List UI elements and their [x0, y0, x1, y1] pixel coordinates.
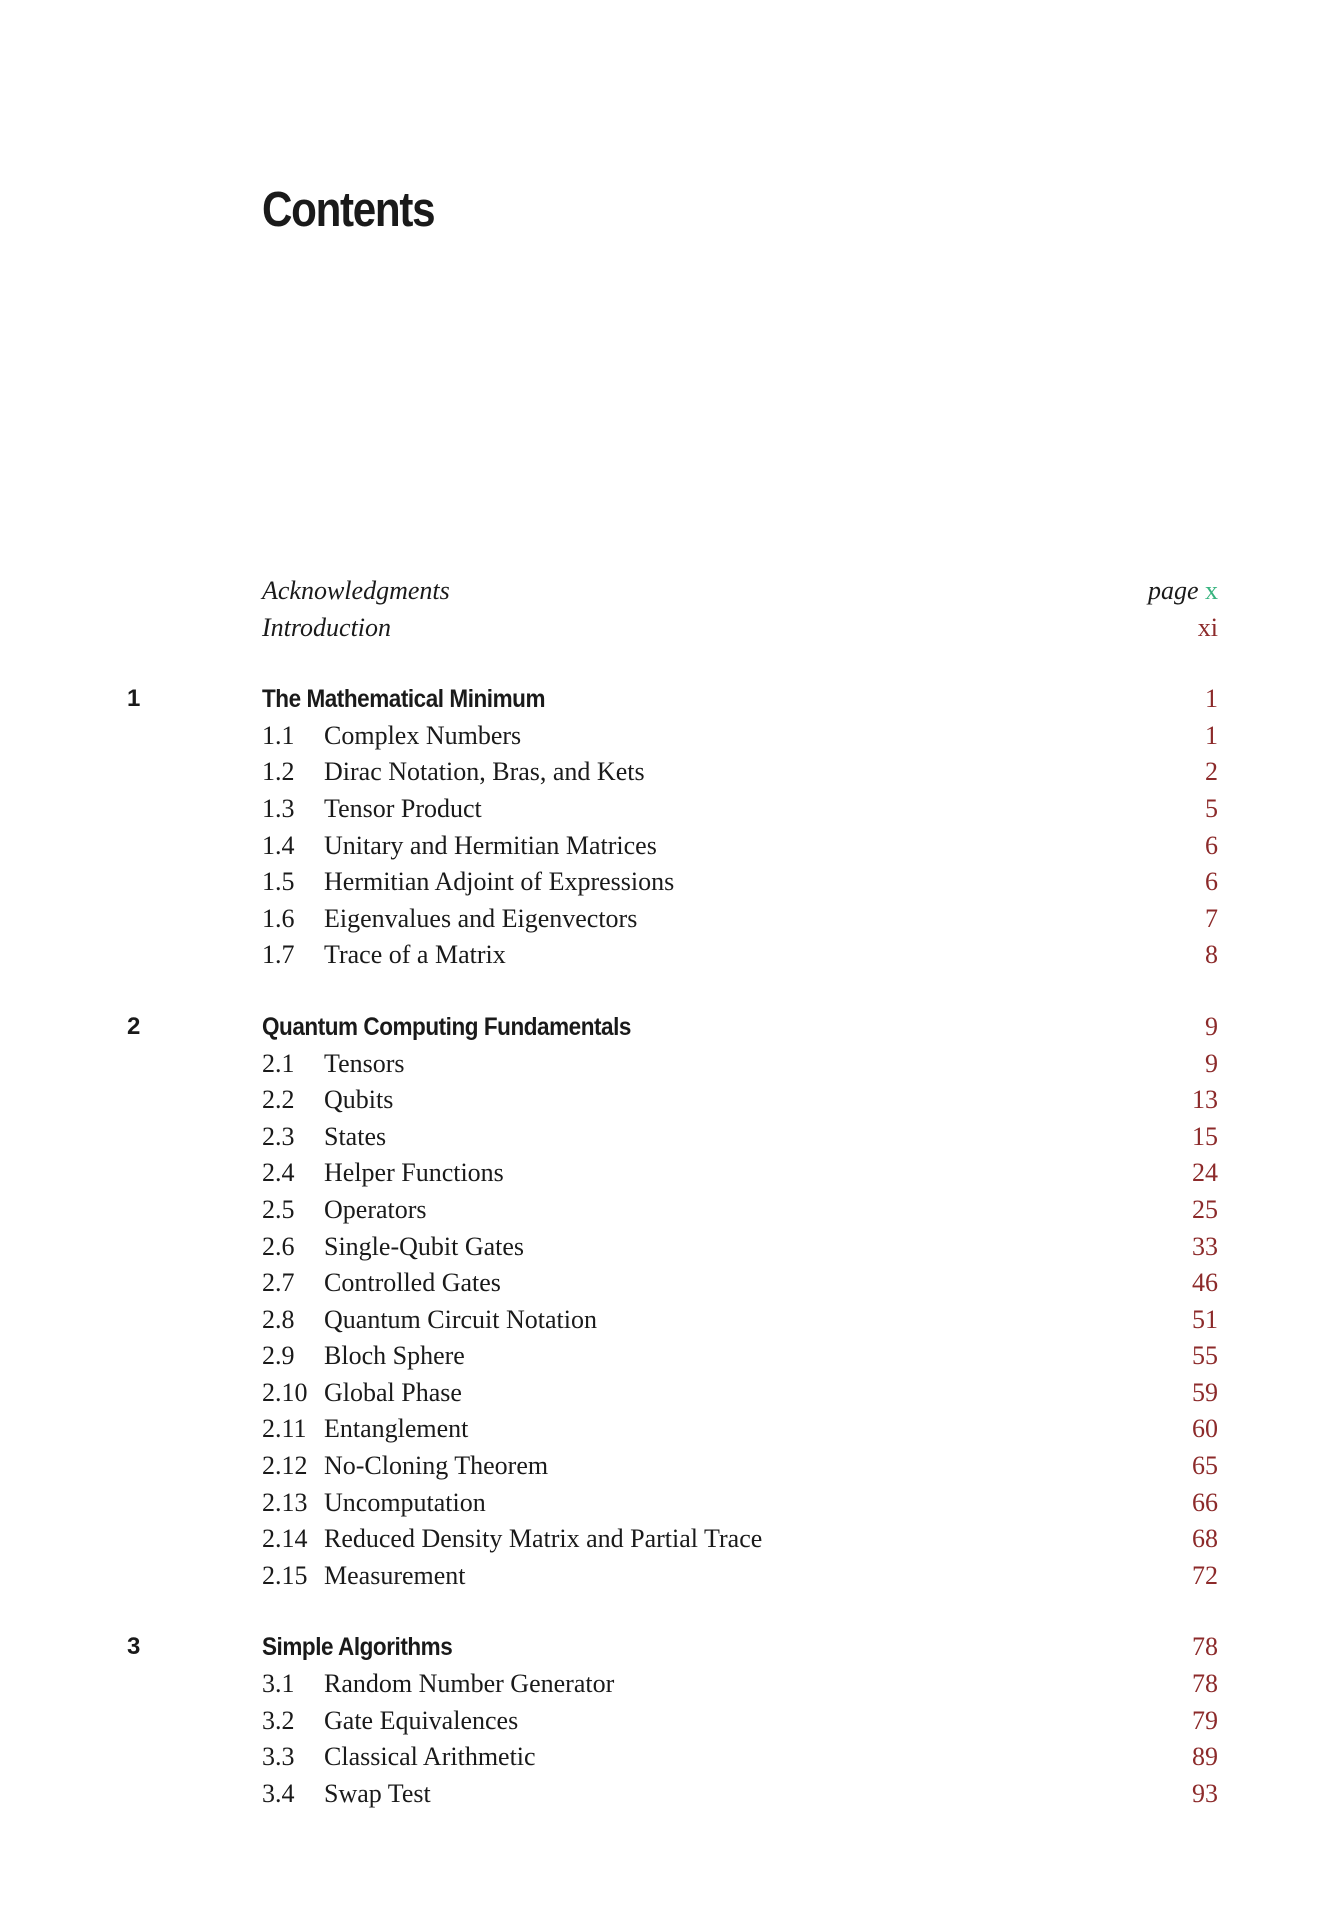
- section-title: Qubits: [324, 1085, 394, 1115]
- toc-section-2.11[interactable]: [0, 1411, 1339, 1448]
- toc-section-1.7[interactable]: [0, 937, 1339, 974]
- toc-entry-page[interactable]: 33: [1192, 1231, 1218, 1261]
- toc-section-1.5[interactable]: [0, 864, 1339, 901]
- section-title: Tensor Product: [324, 793, 482, 823]
- toc-section-2.14[interactable]: [0, 1521, 1339, 1558]
- section-title: Operators: [324, 1194, 427, 1224]
- toc-chapter-1[interactable]: [0, 681, 1339, 718]
- section-number: 3.4: [262, 1778, 295, 1808]
- section-number: 3.2: [262, 1705, 295, 1735]
- toc-entry-page[interactable]: [1148, 573, 1218, 610]
- section-number: 2.15: [262, 1560, 308, 1590]
- toc-section-2.12[interactable]: [0, 1448, 1339, 1485]
- section-number: 1.7: [262, 940, 295, 970]
- section-title: Bloch Sphere: [324, 1341, 465, 1371]
- section-title: Measurement: [324, 1560, 466, 1590]
- toc-section-1.4[interactable]: [0, 828, 1339, 865]
- page-title: Contents: [262, 183, 435, 237]
- section-number: 2.12: [262, 1451, 308, 1481]
- section-title: Classical Arithmetic: [324, 1742, 536, 1772]
- toc-chapter-3[interactable]: [0, 1629, 1339, 1666]
- section-number: 2.13: [262, 1487, 308, 1517]
- section-number: 1.6: [262, 903, 295, 933]
- section-title: Random Number Generator: [324, 1669, 615, 1699]
- toc-section-2.13[interactable]: [0, 1485, 1339, 1522]
- toc-entry-page[interactable]: 9: [1205, 1011, 1218, 1041]
- page-number[interactable]: x: [1205, 576, 1218, 605]
- toc-section-1.6[interactable]: [0, 901, 1339, 938]
- chapter-title: The Mathematical Minimum: [262, 685, 546, 714]
- toc-section-2.4[interactable]: [0, 1155, 1339, 1192]
- toc-entry-page[interactable]: 5: [1205, 793, 1218, 823]
- toc-entry-page[interactable]: 13: [1192, 1085, 1218, 1115]
- toc-entry-page[interactable]: 7: [1205, 903, 1218, 933]
- toc-entry-page[interactable]: 78: [1192, 1632, 1218, 1662]
- toc-entry-page[interactable]: 65: [1192, 1451, 1218, 1481]
- section-title: Entanglement: [324, 1414, 469, 1444]
- section-title: Global Phase: [324, 1377, 462, 1407]
- toc-section-2.6[interactable]: [0, 1229, 1339, 1266]
- toc-entry-page[interactable]: 9: [1205, 1048, 1218, 1078]
- section-number: 2.9: [262, 1341, 295, 1371]
- toc-entry-page[interactable]: 55: [1192, 1341, 1218, 1371]
- toc-section-2.5[interactable]: [0, 1192, 1339, 1229]
- toc-chapter-2[interactable]: [0, 1009, 1339, 1046]
- section-title: Helper Functions: [324, 1158, 504, 1188]
- section-title: Tensors: [324, 1048, 405, 1078]
- section-number: 2.7: [262, 1268, 295, 1298]
- toc-section-2.7[interactable]: [0, 1265, 1339, 1302]
- table-of-contents: [0, 573, 1339, 1812]
- toc-entry-page[interactable]: 79: [1192, 1705, 1218, 1735]
- section-title: Uncomputation: [324, 1487, 486, 1517]
- toc-entry-page[interactable]: 25: [1192, 1194, 1218, 1224]
- section-title: Gate Equivalences: [324, 1705, 519, 1735]
- section-title: Dirac Notation, Bras, and Kets: [324, 757, 645, 787]
- chapter-number: 3: [127, 1633, 141, 1661]
- section-number: 2.2: [262, 1085, 295, 1115]
- section-number: 2.14: [262, 1524, 308, 1554]
- toc-entry-page[interactable]: 93: [1192, 1778, 1218, 1808]
- section-number: 2.5: [262, 1194, 295, 1224]
- toc-entry-page[interactable]: 59: [1192, 1377, 1218, 1407]
- toc-section-1.2[interactable]: [0, 754, 1339, 791]
- chapter-number: 1: [127, 685, 141, 713]
- page-prefix: page: [1147, 576, 1199, 605]
- toc-entry-title: Acknowledgments: [262, 576, 450, 605]
- toc-entry-introduction[interactable]: [0, 610, 1339, 647]
- section-number: 3.3: [262, 1742, 295, 1772]
- toc-entry-page[interactable]: 68: [1192, 1524, 1218, 1554]
- section-title: Unitary and Hermitian Matrices: [324, 830, 657, 860]
- toc-section-3.3[interactable]: [0, 1739, 1339, 1776]
- section-title: Swap Test: [324, 1778, 431, 1808]
- section-title: Controlled Gates: [324, 1268, 501, 1298]
- section-number: 3.1: [262, 1669, 295, 1699]
- toc-entry-title: Introduction: [262, 612, 392, 642]
- toc-entry-page[interactable]: 1: [1205, 684, 1218, 714]
- section-number: 2.10: [262, 1377, 308, 1407]
- section-number: 2.6: [262, 1231, 295, 1261]
- toc-entry-page[interactable]: 2: [1205, 757, 1218, 787]
- toc-entry-page[interactable]: 60: [1192, 1414, 1218, 1444]
- toc-entry-page[interactable]: 51: [1192, 1304, 1218, 1334]
- toc-entry-page[interactable]: 78: [1192, 1669, 1218, 1699]
- toc-section-1.1[interactable]: [0, 718, 1339, 755]
- section-number: 1.3: [262, 793, 295, 823]
- toc-section-3.2[interactable]: [0, 1703, 1339, 1740]
- section-title: States: [324, 1121, 387, 1151]
- section-title: Quantum Circuit Notation: [324, 1304, 597, 1334]
- toc-entry-page[interactable]: 66: [1192, 1487, 1218, 1517]
- toc-entry-page[interactable]: 6: [1205, 867, 1218, 897]
- section-title: Trace of a Matrix: [324, 940, 506, 970]
- section-number: 2.8: [262, 1304, 295, 1334]
- section-number: 2.4: [262, 1158, 295, 1188]
- toc-section-2.15[interactable]: [0, 1558, 1339, 1595]
- toc-entry-page[interactable]: 89: [1192, 1742, 1218, 1772]
- section-number: 1.4: [262, 830, 295, 860]
- toc-entry-acknowledgments[interactable]: [0, 573, 1339, 610]
- chapter-list: [0, 681, 1339, 1812]
- toc-entry-page[interactable]: 72: [1192, 1560, 1218, 1590]
- chapter-title: Simple Algorithms: [262, 1633, 453, 1662]
- toc-section-3.1[interactable]: [0, 1666, 1339, 1703]
- toc-section-2.2[interactable]: [0, 1082, 1339, 1119]
- toc-section-2.1[interactable]: [0, 1046, 1339, 1083]
- section-number: 1.2: [262, 757, 295, 787]
- section-title: Reduced Density Matrix and Partial Trace: [324, 1524, 763, 1554]
- section-number: 2.11: [262, 1414, 307, 1444]
- toc-entry-page[interactable]: 46: [1192, 1268, 1218, 1298]
- toc-entry-page[interactable]: 6: [1205, 830, 1218, 860]
- toc-entry-page[interactable]: 24: [1192, 1158, 1218, 1188]
- section-number: 1.5: [262, 867, 295, 897]
- chapter-number: 2: [127, 1012, 141, 1040]
- toc-section-2.9[interactable]: [0, 1338, 1339, 1375]
- page-number[interactable]: xi: [1197, 612, 1218, 642]
- toc-section-2.8[interactable]: [0, 1302, 1339, 1339]
- section-title: No-Cloning Theorem: [324, 1451, 549, 1481]
- toc-entry-page[interactable]: 1: [1205, 720, 1218, 750]
- section-title: Complex Numbers: [324, 720, 522, 750]
- toc-section-3.4[interactable]: [0, 1776, 1339, 1813]
- section-number: 2.1: [262, 1048, 295, 1078]
- chapter-title: Quantum Computing Fundamentals: [262, 1012, 631, 1041]
- section-title: Single-Qubit Gates: [324, 1231, 525, 1261]
- toc-entry-page[interactable]: 15: [1192, 1121, 1218, 1151]
- toc-section-2.3[interactable]: [0, 1119, 1339, 1156]
- section-title: Eigenvalues and Eigenvectors: [324, 903, 638, 933]
- section-number: 2.3: [262, 1121, 295, 1151]
- toc-entry-page[interactable]: [1198, 610, 1218, 647]
- toc-section-2.10[interactable]: [0, 1375, 1339, 1412]
- section-title: Hermitian Adjoint of Expressions: [324, 867, 675, 897]
- toc-entry-page[interactable]: 8: [1205, 940, 1218, 970]
- section-number: 1.1: [262, 720, 295, 750]
- toc-section-1.3[interactable]: [0, 791, 1339, 828]
